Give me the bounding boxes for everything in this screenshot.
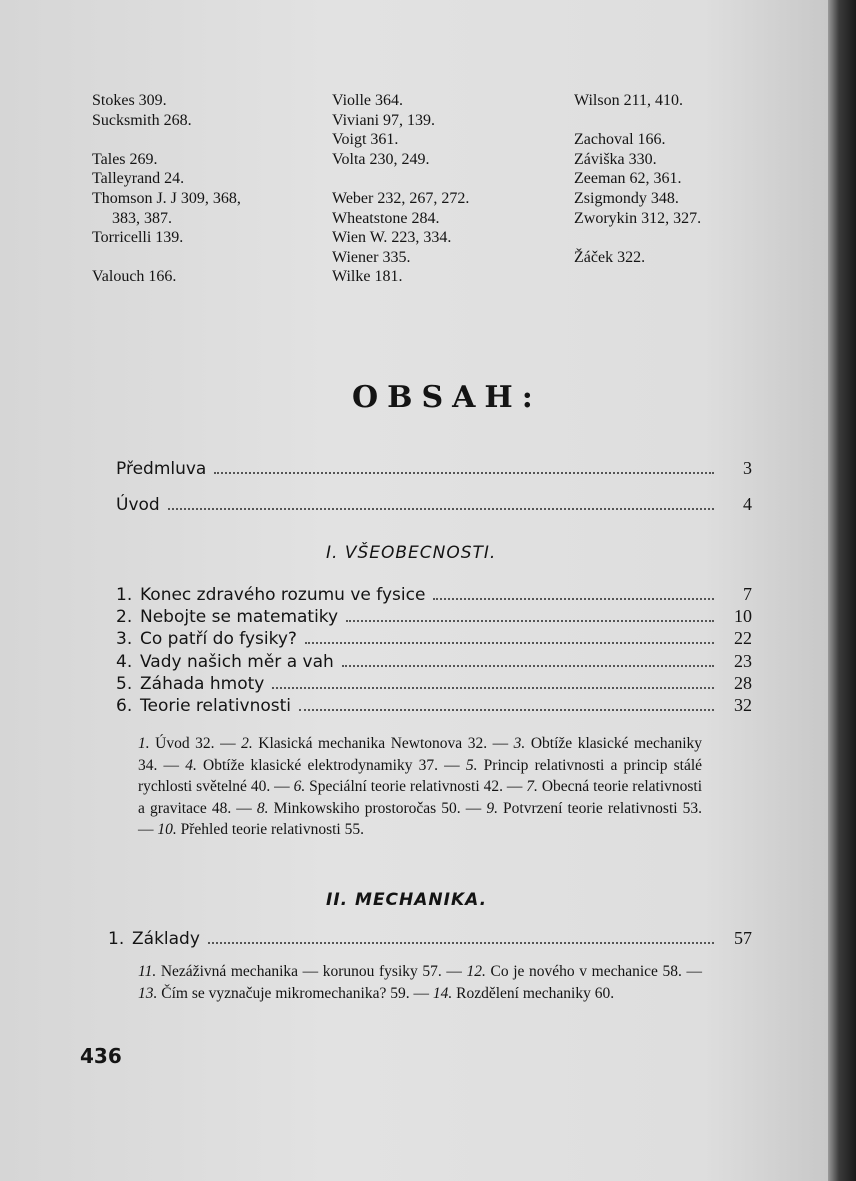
subsection-number: 5.: [465, 756, 478, 774]
toc-chapter: [116, 673, 752, 694]
subsection-title: Minkowskiho prostoročas 50.: [273, 799, 461, 817]
toc-chapter: [116, 651, 752, 672]
subsection-number: 13.: [138, 984, 158, 1002]
toc-leader: [272, 687, 714, 689]
subsection-number: 10.: [157, 821, 177, 838]
toc-leader: [208, 942, 714, 944]
chapter-title: Nebojte se matematiky: [140, 607, 339, 627]
section-title-2: II. MECHANIKA.: [326, 890, 488, 910]
chapter-number: 2.: [116, 607, 133, 627]
index-entry: [574, 111, 701, 131]
toc-leader: [346, 620, 714, 622]
toc-leader: [214, 472, 714, 474]
toc-item-uvod: [116, 494, 752, 515]
chapter-page: 32: [734, 695, 752, 715]
chapter-title: Co patří do fysiky?: [140, 629, 297, 649]
chapter-page: 22: [734, 628, 752, 648]
index-entry: Wilson 211, 410.: [574, 92, 683, 109]
subsection-title: Čím se vyznačuje mikromechanika? 59.: [161, 984, 410, 1002]
toc-chapter: [116, 695, 752, 716]
chapter-page: 28: [734, 673, 752, 693]
book-spine: [828, 0, 856, 1181]
toc-leader: [305, 642, 714, 644]
subsection-number: 14.: [432, 984, 453, 1002]
index-column-3: [574, 91, 701, 267]
section-title-1: I. VŠEOBECNOSTI.: [326, 543, 497, 563]
chapter-title: Záhada hmoty: [140, 674, 265, 694]
chapter-number: 6.: [116, 696, 133, 716]
subsection-title: Co je nového v mechanice 58.: [490, 963, 682, 980]
index-entry: Torricelli 139.: [92, 229, 184, 247]
chapter-page: 57: [734, 928, 752, 948]
toc-title: Úvod: [116, 495, 160, 515]
chapter-page: 7: [743, 584, 752, 604]
index-entry: Záviška 330.: [574, 150, 657, 168]
index-entry: Valouch 166.: [92, 268, 177, 286]
subsection-number: 11.: [138, 963, 157, 980]
index-entry: Zworykin 312, 327.: [574, 209, 702, 227]
index-entry: [92, 130, 241, 150]
subsection-number: 2.: [241, 735, 253, 752]
index-entry: Wien W. 223, 334.: [332, 229, 452, 247]
toc-chapter: [116, 584, 752, 605]
chapter-number: 1.: [116, 585, 133, 605]
toc-chapter: [116, 606, 752, 627]
toc-leader: [342, 665, 714, 667]
subsection-list-2: 11. Nezáživná mechanika — korunou fysiky 57. — 12. Co je nového v mechanice 58. — 13. Čím se vyznačuje mikromechanika? 59. — 14. Rozdělení mechaniky 60.: [138, 963, 703, 1002]
index-entry: Sucksmith 268.: [92, 111, 192, 129]
subsection-title: Speciální teorie relativnosti 42.: [309, 778, 503, 795]
index-entry: Voigt 361.: [332, 131, 399, 149]
index-entry: Talleyrand 24.: [92, 170, 185, 188]
index-entry: Thomson J. J 309, 368,: [92, 189, 241, 207]
index-entry: Wilke 181.: [332, 268, 403, 286]
subsection-number: 4.: [185, 756, 197, 774]
toc-title: Předmluva: [116, 459, 207, 479]
subsection-number: 9.: [486, 799, 498, 817]
toc-leader: [168, 508, 714, 510]
subsection-title: Potvrzení teorie relativnosti 53.: [503, 799, 703, 817]
subsection-title: Nezáživná mechanika — korunou fysiky 57.: [160, 963, 442, 980]
subsection-title: Klasická mechanika Newtonova 32.: [258, 735, 488, 752]
index-entry: Zachoval 166.: [574, 131, 666, 149]
chapter-title: Základy: [132, 929, 200, 949]
subsection-number: 12.: [466, 963, 486, 980]
toc-chapter: [116, 628, 752, 649]
index-entry: Viviani 97, 139.: [332, 111, 436, 129]
chapter-number: 4.: [116, 652, 133, 672]
index-entry: Violle 364.: [332, 92, 404, 109]
index-entry: Wheatstone 284.: [332, 209, 440, 227]
index-entry: [332, 169, 469, 189]
index-entry: [92, 248, 241, 268]
chapter-title: Konec zdravého rozumu ve fysice: [140, 585, 426, 605]
subsection-title: Princip relativnosti a princip stálé rychlosti světelné 40.: [138, 756, 703, 795]
subsection-title: Obtíže klasické elektrodynamiky 37.: [203, 756, 439, 774]
subsection-number: 7.: [526, 778, 538, 795]
subsection-title: Úvod 32.: [155, 735, 215, 752]
index-entry: Wiener 335.: [332, 248, 411, 266]
subsection-number: 3.: [513, 735, 526, 752]
chapter-number: 3.: [116, 629, 133, 649]
index-entry: Zsigmondy 348.: [574, 189, 679, 207]
subsection-title: Obtíže klasické mechaniky 34.: [138, 735, 703, 774]
toc-leader: [299, 709, 714, 711]
subsection-number: 1.: [138, 735, 150, 752]
toc-page: 4: [743, 494, 752, 514]
index-entry: Volta 230, 249.: [332, 150, 430, 168]
chapter-number: 1.: [108, 929, 125, 949]
index-entry: Tales 269.: [92, 150, 158, 168]
page-number: 436: [80, 1044, 122, 1068]
subsection-number: 6.: [293, 778, 306, 795]
chapter-title: Vady našich měr a vah: [140, 652, 334, 672]
chapter-page: 10: [734, 606, 752, 626]
chapter-title: Teorie relativnosti: [140, 696, 292, 716]
subsection-list-1: 1. Úvod 32. — 2. Klasická mechanika Newtonova 32. — 3. Obtíže klasické mechaniky 34. — 4. Obtíže klasické elektrodynamiky 37. — 5. Princip relativnosti a princip stálé rychlosti světelné 40. — 6. Speciální teorie relativnosti 42. — 7. Obecná teorie relativnosti a gravitace 48. — 8. Minkowskiho prostoročas 50. — 9. Potvrzení teorie relativnosti 53. — 10. Přehled teorie relativnosti 55.: [138, 735, 703, 838]
subsection-title: Rozdělení mechaniky 60.: [456, 984, 615, 1002]
index-column-2: [332, 91, 469, 287]
subsection-number: 8.: [256, 799, 269, 817]
toc-leader: [433, 598, 714, 600]
index-entry: Stokes 309.: [92, 92, 167, 109]
index-entry: 383, 387.: [112, 209, 172, 227]
index-entry: [574, 228, 701, 248]
chapter-number: 5.: [116, 674, 133, 694]
index-entry: Zeeman 62, 361.: [574, 170, 682, 188]
toc-chapter: [108, 928, 752, 949]
chapter-page: 23: [734, 651, 752, 671]
index-entry: Weber 232, 267, 272.: [332, 189, 470, 207]
subsection-title: Přehled teorie relativnosti 55.: [180, 821, 364, 838]
contents-heading: OBSAH:: [352, 380, 542, 415]
index-entry: Žáček 322.: [574, 248, 646, 266]
toc-item-predmluva: [116, 458, 752, 479]
index-column-1: [92, 91, 241, 287]
subsection-title: Obecná teorie relativnosti a gravitace 48.: [138, 778, 703, 817]
toc-page: 3: [743, 458, 752, 478]
